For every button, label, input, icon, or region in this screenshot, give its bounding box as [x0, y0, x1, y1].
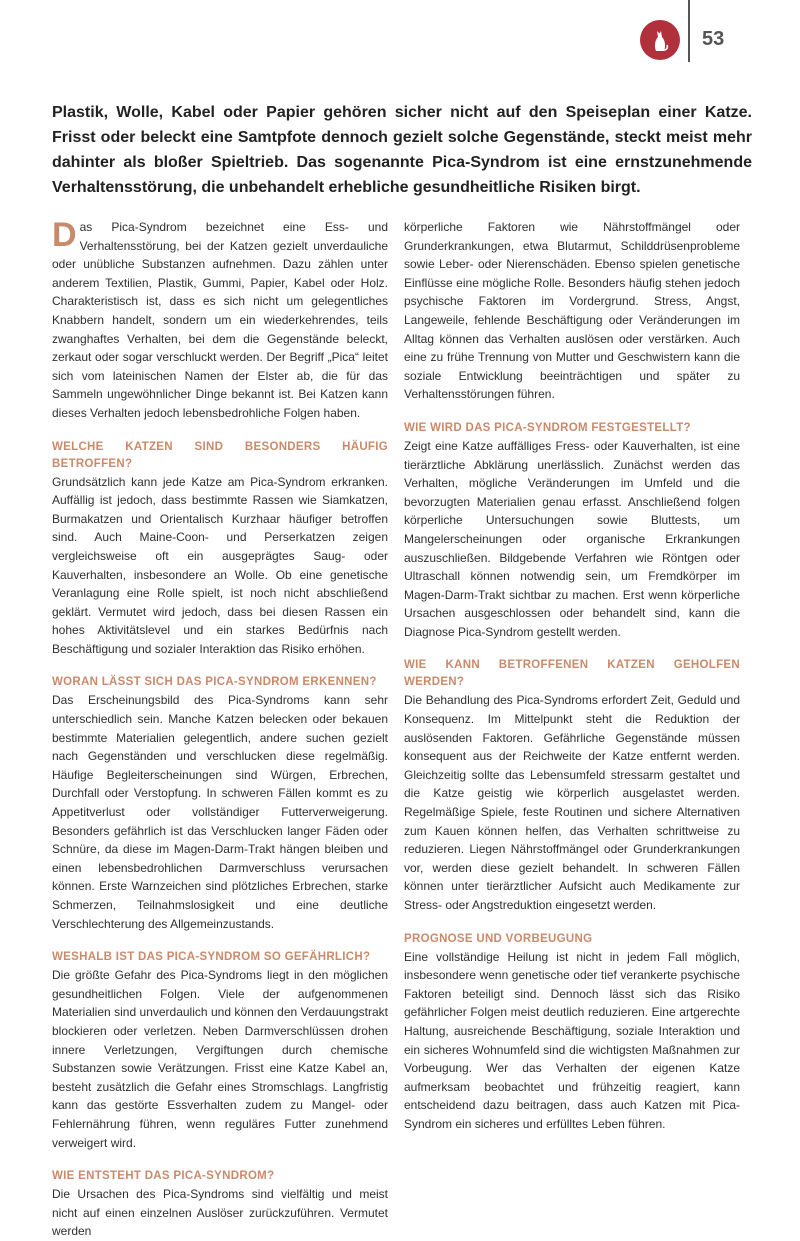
cat-silhouette-icon [640, 20, 680, 60]
section [52, 1168, 388, 1241]
page-number: 53 [702, 28, 725, 50]
section-text: körperliche Faktoren wie Nährstoffmängel oder Grunderkrankungen, etwa Blutarmut, Schilddrüsenprobleme sowie Leber- oder Nierenschäden. Ebenso spielen genetische Einflüsse eine mögliche Rolle. Besonders häufig stehen jedoch psychische Faktoren im Vordergrund. Stress, Angst, Langeweile, fehlende Beschäftigung oder Veränderungen im Alltag können das Verhalten auslösen oder verstärken. Auch eine zu frühe Trennung von Mutter und Geschwistern kann die soziale Entwicklung beeinträchtigen und später zu Verhaltensstörungen führen. [404, 220, 740, 402]
section-heading: WIE KANN BETROFFENEN KATZEN GEHOLFEN WERDEN? [404, 659, 740, 689]
section-text: Die Ursachen des Pica-Syndroms sind vielfältig und meist nicht auf einen einzelnen Auslöser zurückzuführen. Vermutet werden [52, 1187, 388, 1239]
section-text: Zeigt eine Katze auffälliges Fress- oder Kauverhalten, ist eine tierärztliche Abklärung unerlässlich. Zunächst werden das Verhalten, mögliche Veränderungen im Umfeld und die bevorzugten Materialien genau erfasst. Anschließend folgen körperliche Untersuchungen sowie Bluttests, um Mangelerscheinungen oder organische Erkrankungen auszuschließen. Bildgebende Verfahren wie Röntgen oder Ultraschall können notwendig sein, um Fremdkörper im Magen-Darm-Trakt sichtbar zu machen. Erst wenn körperliche Ursachen ausgeschlossen oder behandelt sind, kann die Diagnose Pica-Syndrom gestellt werden. [404, 438, 740, 639]
section [404, 657, 740, 914]
right-column [404, 218, 740, 1134]
section [404, 931, 740, 1134]
section-text: Grundsätzlich kann jede Katze am Pica-Syndrom erkranken. Auffällig ist jedoch, dass bestimmte Rassen wie Siamkatzen, Burmakatzen und Orientalisch Kurzhaar häufiger betroffen sind. Auch Maine-Coon- und Perserkatzen zeigen vergleichsweise oft ein ausgeprägtes Saug- oder Kauverhalten, insbesondere an Wolle. Ob eine genetische Veranlagung eine Rolle spielt, ist noch nicht abschließend geklärt. Vermutet wird jedoch, dass bei diesen Rassen ein hohes Aktivitätslevel und ein starkes Bedürfnis nach Beschäftigung und sozialer Interaktion das Risiko erhöhen. [52, 474, 388, 656]
section-text: Die größte Gefahr des Pica-Syndroms liegt in den möglichen gesundheitlichen Folgen. Viele der aufgenommenen Materialien sind unverdaulich und können den Verdauungstrakt blockieren oder verletzen. Neben Darmverschlüssen drohen innere Verletzungen, Vergiftungen durch chemische Substanzen sowie Verätzungen. Frisst eine Katze Kabel an, besteht zusätzlich die Gefahr eines Stromschlags. Langfristig kann das gestörte Essverhalten zudem zu Mangel- oder Fehlernährung führen, wenn reguläres Futter zunehmend verweigert wird. [52, 968, 388, 1150]
left-column [52, 218, 388, 1241]
section-heading: WELCHE KATZEN SIND BESONDERS HÄUFIG BETROFFEN? [52, 440, 388, 470]
intro-paragraph: Plastik, Wolle, Kabel oder Papier gehören sicher nicht auf den Speiseplan einer Katze. Frisst oder beleckt eine Samtpfote dennoch gezielt solche Gegenstände, steckt meist mehr dahinter als bloßer Spieltrieb. Das sogenannte Pica-Syndrom ist eine ernstzunehmende Verhaltensstörung, die unbehandelt erhebliche gesundheitliche Risiken birgt. [52, 104, 752, 196]
section [404, 218, 740, 404]
section-text: Das Erscheinungsbild des Pica-Syndroms kann sehr unterschiedlich sein. Manche Katzen belecken oder bekauen bestimmte Materialien gelegentlich, andere suchen gezielt nach Gegenständen und verschlucken diese regelmäßig. Häufige Begleiterscheinungen sind Würgen, Erbrechen, Durchfall oder Verstopfung. In schweren Fällen kommt es zu Appetitverlust oder vollständiger Futterverweigerung. Besonders gefährlich ist das Verschlucken langer Fäden oder Schnüre, da diese im Magen-Darm-Trakt hängen bleiben und einen lebensbedrohlichen Darmverschluss verursachen können. Erste Warnzeichen sind plötzliches Erbrechen, starke Schmerzen, Teilnahmslosigkeit und eine deutliche Verschlechterung des Allgemeinzustands. [52, 693, 388, 931]
section [404, 420, 740, 642]
header-divider [688, 0, 690, 62]
drop-cap: D [52, 216, 77, 254]
section-heading: WIE WIRD DAS PICA-SYNDROM FESTGESTELLT? [404, 421, 691, 434]
opening-paragraph [52, 218, 388, 423]
section [52, 674, 388, 933]
opening-text: as Pica-Syndrom bezeichnet eine Ess- und Verhaltensstörung, bei der Katzen gezielt unverdauliche oder unübliche Substanzen aufnehmen. Dazu zählen unter anderem Textilien, Plastik, Gummi, Papier, Kabel oder Holz. Charakteristisch ist, dass es sich nicht um gelegentliches Knabbern handelt, sondern um ein wiederkehrendes, teils zwanghaftes Verhalten, bei dem die Gegenstände beleckt, zerkaut oder sogar verschluckt werden. Der Begriff „Pica“ leitet sich vom lateinischen Namen der Elster ab, die für das Sammeln ungewöhnlicher Dinge bekannt ist. Bei Katzen kann dieses Verhalten jedoch lebensbedrohliche Folgen haben. [52, 220, 388, 420]
section-text: Eine vollständige Heilung ist nicht in jedem Fall möglich, insbesondere wenn genetische oder tief verankerte psychische Faktoren beteiligt sind. Dennoch lässt sich das Risiko gefährlicher Folgen meist deutlich reduzieren. Eine artgerechte Haltung, ausreichende Beschäftigung, soziale Interaktion und ein sicheres Wohnumfeld sind die wichtigsten Maßnahmen zur Vorbeugung. Wer das Verhalten der eigenen Katze aufmerksam beobachtet und frühzeitig reagiert, kann entscheidend dazu beitragen, dass auch Katzen mit Pica-Syndrom ein sicheres und erfülltes Leben führen. [404, 949, 740, 1131]
section [52, 949, 388, 1152]
section-heading: WORAN LÄSST SICH DAS PICA-SYNDROM ERKENNEN? [52, 676, 377, 689]
section-heading: WIE ENTSTEHT DAS PICA-SYNDROM? [52, 1170, 275, 1183]
section-heading: PROGNOSE UND VORBEUGUNG [404, 932, 593, 945]
section-heading: WESHALB IST DAS PICA-SYNDROM SO GEFÄHRLICH? [52, 951, 371, 964]
section-text: Die Behandlung des Pica-Syndroms erfordert Zeit, Geduld und Konsequenz. Im Mittelpunkt steht die Reduktion der auslösenden Faktoren. Gefährliche Gegenstände müssen konsequent aus der Reichweite der Katze entfernt werden. Gleichzeitig sollte das Lebensumfeld stressarm gestaltet und die Katze geistig wie körperlich ausgelastet werden. Regelmäßige Spiele, feste Routinen und sichere Alternativen zum Kauen können helfen, das Verhalten schrittweise zu reduzieren. Liegen Nährstoffmängel oder Grunderkrankungen vor, werden diese gezielt behandelt. In schweren Fällen können unter tierärztlicher Aufsicht auch Medikamente zur Stress- oder Angstreduktion eingesetzt werden. [404, 693, 740, 912]
section [52, 439, 388, 659]
